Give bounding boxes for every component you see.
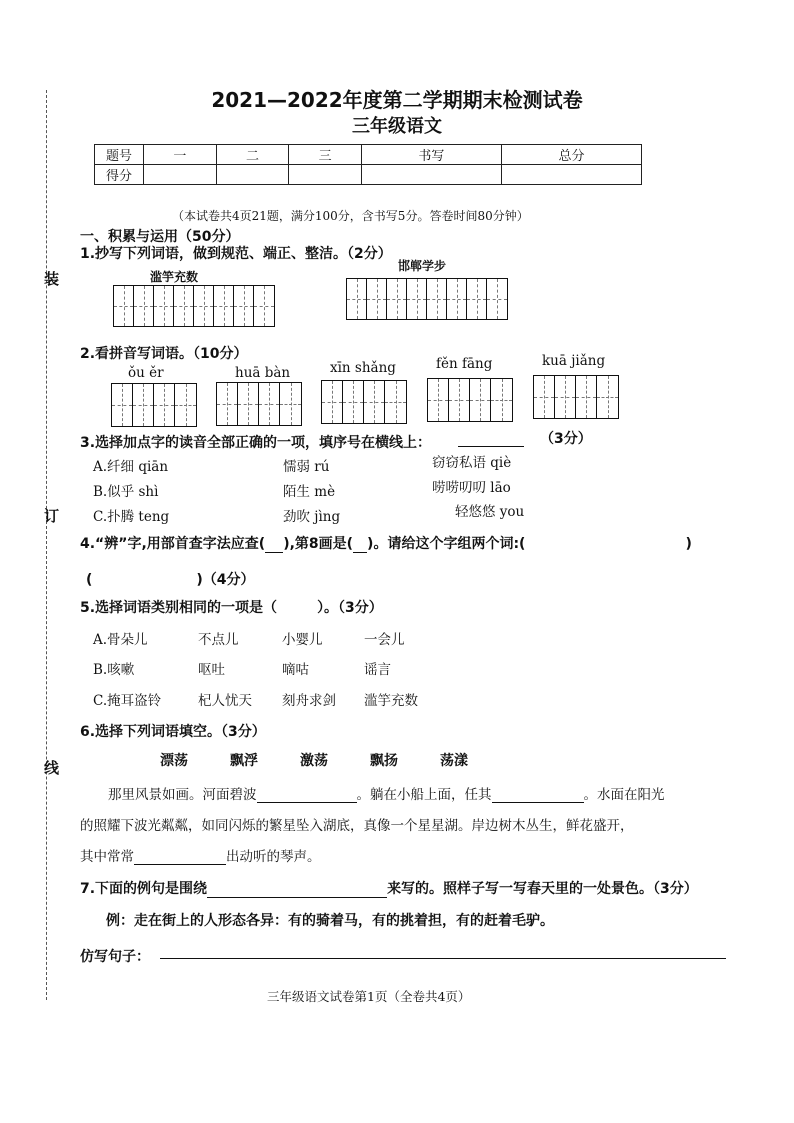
q7-text-b: 来写的。照样子写一写春天里的一处景色。（3分） [387, 881, 698, 897]
q4-line-2 [86, 569, 255, 589]
score-input-3[interactable] [289, 165, 362, 185]
q6-text: 6.选择下列词语填空。（3分） [80, 724, 266, 740]
binding-mark-ding: 订 [44, 507, 60, 525]
q5-line [80, 597, 383, 617]
q4-text-d: ) [685, 536, 692, 552]
page-footer: 三年级语文试卷第1页（全卷共4页） [267, 989, 471, 1004]
q5-option-c-3: 刻舟求剑 [282, 693, 336, 709]
q5-option-a-2: 不点儿 [198, 632, 239, 648]
exam-subtitle: 三年级语文 [352, 116, 442, 137]
q6-p1c: 。水面在阳光 [583, 787, 665, 803]
q2-grid-2[interactable] [216, 382, 302, 426]
q3-text: 3.选择加点字的读音全部正确的一项，填序号在横线上： [80, 435, 432, 451]
q2-pinyin-3: xīn shǎng [330, 360, 396, 376]
q3-option-c-3: 轻悠悠 you [455, 504, 525, 520]
exam-title: 2021—2022年度第二学期期末检测试卷 [211, 88, 583, 112]
score-input-total[interactable] [501, 165, 641, 185]
q3-option-a-1: A.纤细 qiān [93, 459, 169, 475]
q1-writing-grid-2[interactable] [346, 278, 508, 320]
q5-option-c-2: 杞人忧天 [198, 693, 252, 709]
q6-word-5: 荡漾 [440, 753, 468, 769]
q5-option-b-4: 谣言 [364, 662, 391, 678]
q4-text-b: ),第8画是( [283, 536, 354, 552]
score-input-writing[interactable] [361, 165, 501, 185]
q1-word-1: 滥竽充数 [150, 270, 199, 284]
q5-option-a-3: 小婴儿 [282, 632, 323, 648]
q4-radical-blank[interactable] [265, 538, 283, 553]
section-1-title: 一、积累与运用（50分） [80, 229, 240, 245]
q5-option-b-1: B.咳嗽 [93, 662, 135, 678]
q5-option-c-4: 滥竽充数 [364, 693, 418, 709]
q4-stroke-blank[interactable] [353, 538, 367, 553]
q7-topic-blank[interactable] [207, 883, 387, 898]
q6-p3a: 其中常常 [80, 849, 134, 865]
q6-word-4: 飘扬 [370, 753, 398, 769]
score-cell-writing: 书写 [361, 145, 501, 165]
q6-blank-3[interactable] [134, 850, 226, 865]
q5-option-a-4: 一会儿 [364, 632, 405, 648]
q3-points: （3分） [540, 431, 592, 447]
q4-line-1 [80, 533, 692, 553]
q6-paragraph-line-2: 的照耀下波光粼粼，如同闪烁的繁星坠入湖底，真像一个星星湖。岸边树木丛生，鲜花盛开， [80, 818, 634, 834]
q1-word-2: 邯郸学步 [398, 259, 447, 273]
binding-mark-zhuang: 装 [44, 270, 60, 288]
q2-grid-4[interactable] [427, 378, 513, 422]
q2-text: 2.看拼音写词语。（10分） [80, 346, 248, 362]
score-cell-3: 三 [289, 145, 362, 165]
score-table [94, 144, 642, 185]
score-row-label: 得分 [95, 165, 144, 185]
q6-blank-2[interactable] [492, 788, 584, 803]
q2-grid-1[interactable] [111, 383, 197, 427]
score-input-1[interactable] [144, 165, 217, 185]
q5-option-c-1: C.掩耳盗铃 [93, 693, 162, 709]
q1-writing-grid-1[interactable] [113, 285, 275, 327]
q6-paragraph-line-3 [80, 845, 321, 865]
q3-option-a-3: 窃窃私语 qiè [432, 455, 512, 471]
q6-paragraph-line-1 [108, 783, 665, 803]
q7-line [80, 878, 698, 898]
q4-line2-open: ( [86, 572, 93, 588]
q4-text-a: 4.“辨”字,用部首查字法应查( [80, 536, 266, 552]
q2-grid-3[interactable] [321, 380, 407, 424]
q7-imitate-label: 仿写句子： [80, 949, 150, 965]
q5-option-a-1: A.骨朵儿 [93, 632, 148, 648]
q2-pinyin-4: fěn fāng [436, 356, 493, 372]
q2-pinyin-1: ǒu ěr [128, 365, 164, 381]
score-cell-label: 题号 [95, 145, 144, 165]
q3-option-b-3: 唠唠叨叨 lāo [432, 480, 511, 496]
q4-line2-close: )（4分） [196, 572, 255, 588]
q6-word-2: 飘浮 [230, 753, 258, 769]
q3-option-c-2: 劲吹 jìng [283, 509, 341, 525]
score-cell-2: 二 [216, 145, 289, 165]
q7-example: 例：走在街上的人形态各异：有的骑着马，有的挑着担，有的赶着毛驴。 [106, 913, 554, 929]
binding-mark-xian: 线 [44, 759, 60, 777]
q2-pinyin-5: kuā jiǎng [542, 353, 606, 369]
score-input-2[interactable] [216, 165, 289, 185]
q1-text: 1.抄写下列词语，做到规范、端正、整洁。（2分） [80, 246, 392, 262]
q3-option-b-2: 陌生 mè [283, 484, 336, 500]
q3-answer-blank[interactable] [458, 430, 524, 447]
q3-option-a-2: 懦弱 rú [283, 459, 330, 475]
score-table-score-row [95, 165, 642, 185]
q6-word-3: 激荡 [300, 753, 328, 769]
score-table-header-row [95, 145, 642, 165]
q5-option-b-2: 呕吐 [198, 662, 225, 678]
q2-grid-5[interactable] [533, 375, 619, 419]
q7-text-a: 7.下面的例句是围绕 [80, 881, 208, 897]
q4-text-c: )。请给这个字组两个词:( [367, 536, 526, 552]
score-cell-total: 总分 [501, 145, 641, 165]
binding-line [46, 90, 47, 1000]
q2-pinyin-2: huā bàn [235, 365, 291, 381]
q7-imitate-answer-line[interactable] [160, 958, 726, 959]
q3-option-c-1: C.扑腾 teng [93, 509, 170, 525]
q6-p1b: 。躺在小船上面，任其 [356, 787, 492, 803]
q5-text: 5.选择词语类别相同的一项是（ [80, 600, 278, 616]
q5-option-b-3: 嘀咕 [282, 662, 309, 678]
q3-option-b-1: B.似乎 shì [93, 484, 159, 500]
q6-p1a: 那里风景如画。河面碧波 [108, 787, 257, 803]
exam-note: （本试卷共4页21题，满分100分，含书写5分。答卷时间80分钟） [172, 209, 529, 223]
q6-word-1: 漂荡 [160, 753, 188, 769]
q5-text-end: ）。（3分） [317, 600, 383, 616]
q6-p3b: 出动听的琴声。 [226, 849, 321, 865]
q6-blank-1[interactable] [257, 788, 357, 803]
score-cell-1: 一 [144, 145, 217, 165]
